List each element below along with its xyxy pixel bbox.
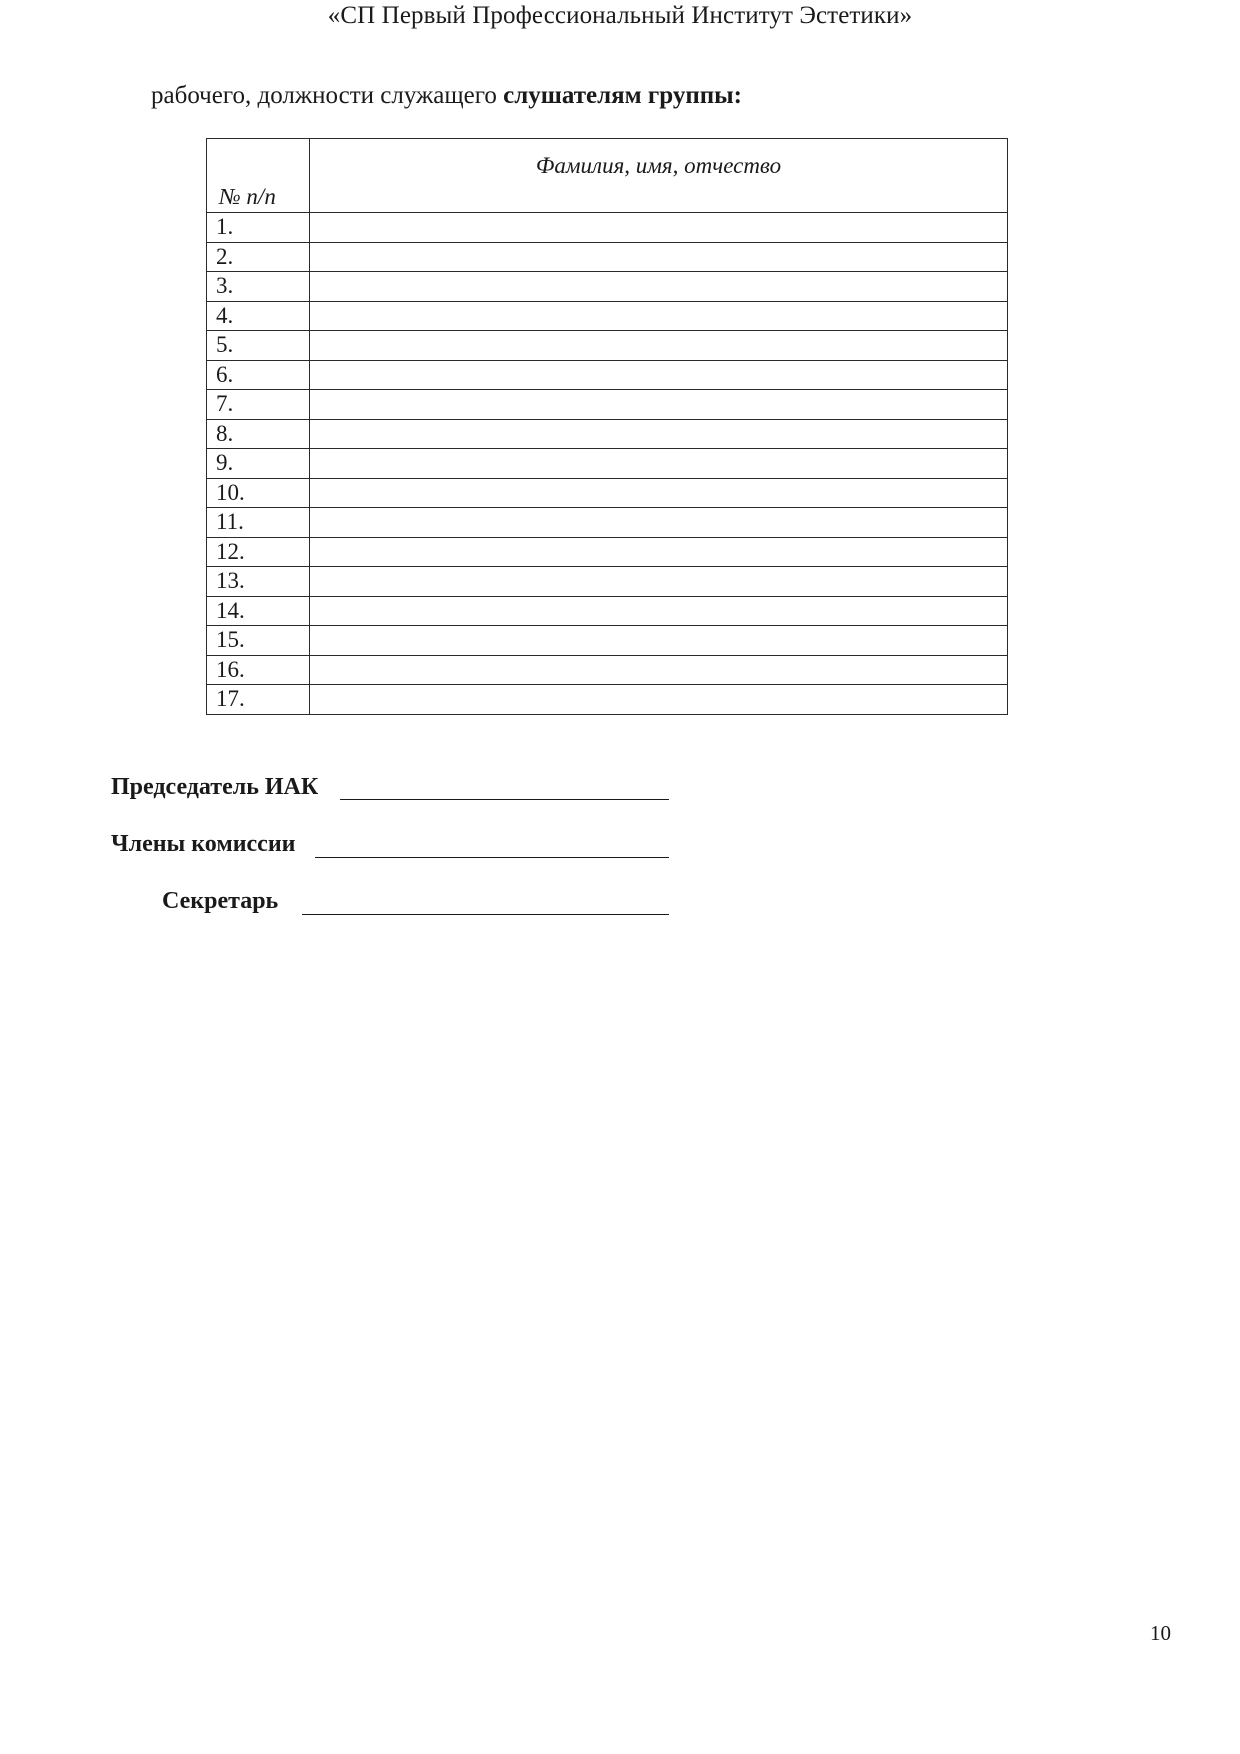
- table-row: [207, 272, 1008, 302]
- table-row: [207, 508, 1008, 538]
- row-number-cell: 8.: [207, 419, 310, 449]
- row-number-cell: 6.: [207, 360, 310, 390]
- table-row: [207, 626, 1008, 656]
- table-row: [207, 213, 1008, 243]
- table-row: [207, 567, 1008, 597]
- row-number-cell: 14.: [207, 596, 310, 626]
- row-number-cell: 15.: [207, 626, 310, 656]
- row-number-cell: 3.: [207, 272, 310, 302]
- row-name-cell[interactable]: [310, 449, 1008, 479]
- table-row: [207, 360, 1008, 390]
- table-header-row: [207, 139, 1008, 213]
- row-name-cell[interactable]: [310, 567, 1008, 597]
- members-signature-line: [315, 857, 669, 858]
- chairman-signature-line: [340, 799, 669, 800]
- row-name-cell[interactable]: [310, 478, 1008, 508]
- row-number-cell: 16.: [207, 655, 310, 685]
- row-name-cell[interactable]: [310, 272, 1008, 302]
- row-number-cell: 13.: [207, 567, 310, 597]
- row-name-cell[interactable]: [310, 390, 1008, 420]
- table-body: [207, 213, 1008, 715]
- table-row: [207, 331, 1008, 361]
- column-header-name: Фамилия, имя, отчество: [310, 139, 1008, 213]
- row-number-cell: 7.: [207, 390, 310, 420]
- table-row: [207, 419, 1008, 449]
- table-row: [207, 537, 1008, 567]
- members-label: Члены комиссии: [111, 831, 296, 857]
- table-row: [207, 390, 1008, 420]
- row-name-cell[interactable]: [310, 331, 1008, 361]
- row-number-cell: 4.: [207, 301, 310, 331]
- table-row: [207, 242, 1008, 272]
- page-number: 10: [1150, 1621, 1171, 1645]
- row-name-cell[interactable]: [310, 626, 1008, 656]
- table-row: [207, 478, 1008, 508]
- table-row: [207, 655, 1008, 685]
- table-row: [207, 596, 1008, 626]
- row-name-cell[interactable]: [310, 301, 1008, 331]
- row-name-cell[interactable]: [310, 360, 1008, 390]
- table-row: [207, 685, 1008, 715]
- intro-regular-text: рабочего, должности служащего: [151, 82, 504, 109]
- students-table: [206, 138, 1008, 715]
- row-number-cell: 11.: [207, 508, 310, 538]
- row-name-cell[interactable]: [310, 242, 1008, 272]
- intro-line: [151, 81, 742, 111]
- document-header-title: «СП Первый Профессиональный Институт Эстетики»: [327, 2, 913, 29]
- row-name-cell[interactable]: [310, 537, 1008, 567]
- column-header-number: № п/п: [207, 139, 310, 213]
- secretary-label: Секретарь: [162, 888, 279, 914]
- intro-bold-text: слушателям группы:: [503, 82, 742, 109]
- row-name-cell[interactable]: [310, 596, 1008, 626]
- table-row: [207, 301, 1008, 331]
- row-name-cell[interactable]: [310, 213, 1008, 243]
- row-number-cell: 2.: [207, 242, 310, 272]
- row-name-cell[interactable]: [310, 655, 1008, 685]
- row-number-cell: 5.: [207, 331, 310, 361]
- row-number-cell: 12.: [207, 537, 310, 567]
- row-name-cell[interactable]: [310, 419, 1008, 449]
- row-name-cell[interactable]: [310, 508, 1008, 538]
- row-number-cell: 1.: [207, 213, 310, 243]
- chairman-label: Председатель ИАК: [111, 774, 319, 800]
- row-number-cell: 9.: [207, 449, 310, 479]
- row-number-cell: 10.: [207, 478, 310, 508]
- row-number-cell: 17.: [207, 685, 310, 715]
- row-name-cell[interactable]: [310, 685, 1008, 715]
- table-row: [207, 449, 1008, 479]
- secretary-signature-line: [302, 914, 669, 915]
